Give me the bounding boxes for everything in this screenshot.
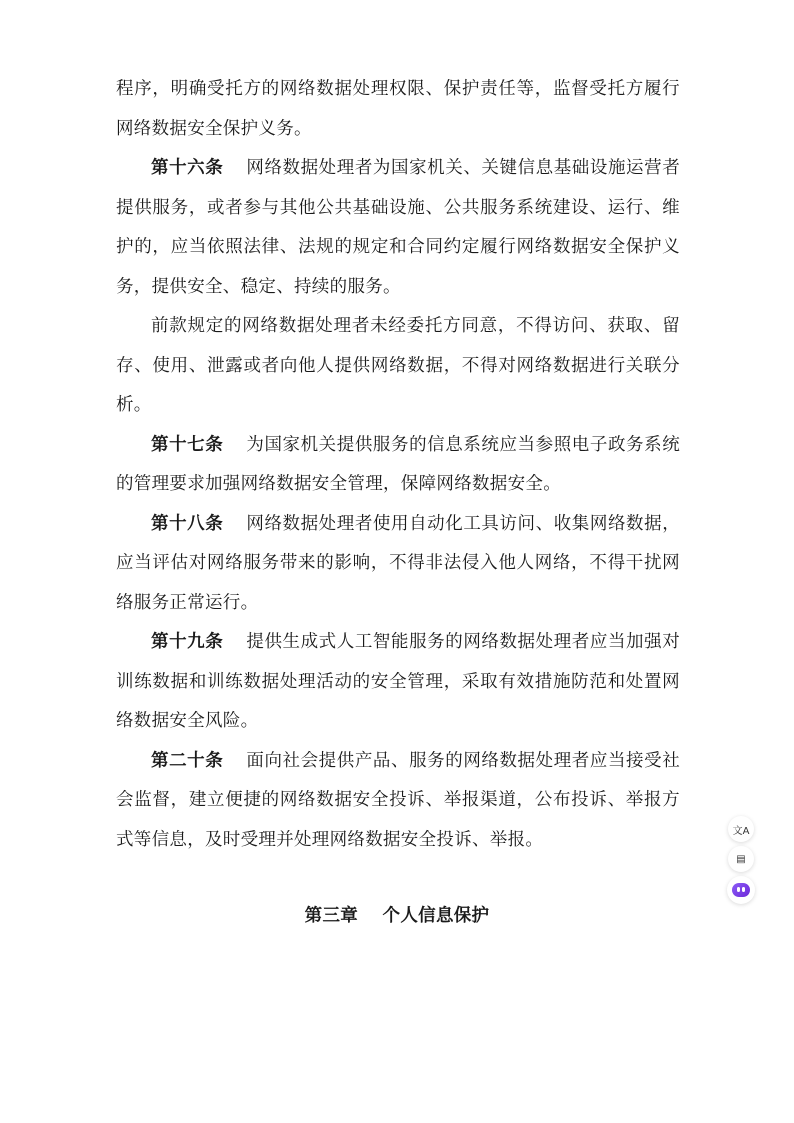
paragraph-2	[116, 307, 680, 426]
article-number: 第十六条	[151, 158, 224, 178]
paragraph-text: 网络数据处理者为国家机关、关键信息基础设施运营者提供服务，或者参与其他公共基础设施、公共服务系统建设、运行、维护的，应当依照法律、法规的规定和合同约定履行网络数据安全保护义务，提供安全、稳定、持续的服务。	[116, 158, 680, 297]
article-16	[116, 149, 680, 307]
ai-assistant-icon[interactable]	[727, 876, 755, 904]
paragraph-0	[116, 70, 680, 149]
chapter-title: 个人信息保护	[382, 906, 490, 926]
article-number: 第二十条	[151, 750, 224, 771]
reader-icon[interactable]	[728, 846, 754, 872]
document-body	[116, 70, 680, 860]
paragraph-text: 前款规定的网络数据处理者未经委托方同意，不得访问、获取、留存、使用、泄露或者向他人提供网络数据，不得对网络数据进行关联分析。	[116, 316, 680, 415]
paragraph-text: 提供生成式人工智能服务的网络数据处理者应当加强对训练数据和训练数据处理活动的安全管理，采取有效措施防范和处置网络数据安全风险。	[116, 632, 680, 731]
chapter-number: 第三章	[304, 906, 359, 926]
paragraph-text: 程序，明确受托方的网络数据处理权限、保护责任等，监督受托方履行网络数据安全保护义务。	[116, 79, 680, 139]
translate-icon[interactable]	[728, 816, 754, 842]
article-19	[116, 623, 680, 742]
article-17	[116, 426, 680, 505]
article-18	[116, 505, 680, 624]
article-number: 第十九条	[151, 632, 224, 652]
chapter-heading	[0, 902, 794, 927]
article-number: 第十八条	[151, 513, 224, 534]
floating-toolbar	[726, 816, 756, 904]
paragraph-text: 面向社会提供产品、服务的网络数据处理者应当接受社会监督，建立便捷的网络数据安全投诉、举报渠道，公布投诉、举报方式等信息，及时受理并处理网络数据安全投诉、举报。	[116, 750, 680, 850]
translate-icon-glyph: 文A	[732, 825, 750, 837]
article-20	[116, 742, 680, 861]
paragraph-text: 网络数据处理者使用自动化工具访问、收集网络数据，应当评估对网络服务带来的影响，不得非法侵入他人网络，不得干扰网络服务正常运行。	[116, 513, 680, 613]
reader-icon-glyph: ▤	[736, 853, 746, 865]
paragraph-text: 为国家机关提供服务的信息系统应当参照电子政务系统的管理要求加强网络数据安全管理，保障网络数据安全。	[116, 434, 680, 494]
ai-assistant-face	[732, 883, 750, 897]
article-number: 第十七条	[151, 434, 224, 455]
